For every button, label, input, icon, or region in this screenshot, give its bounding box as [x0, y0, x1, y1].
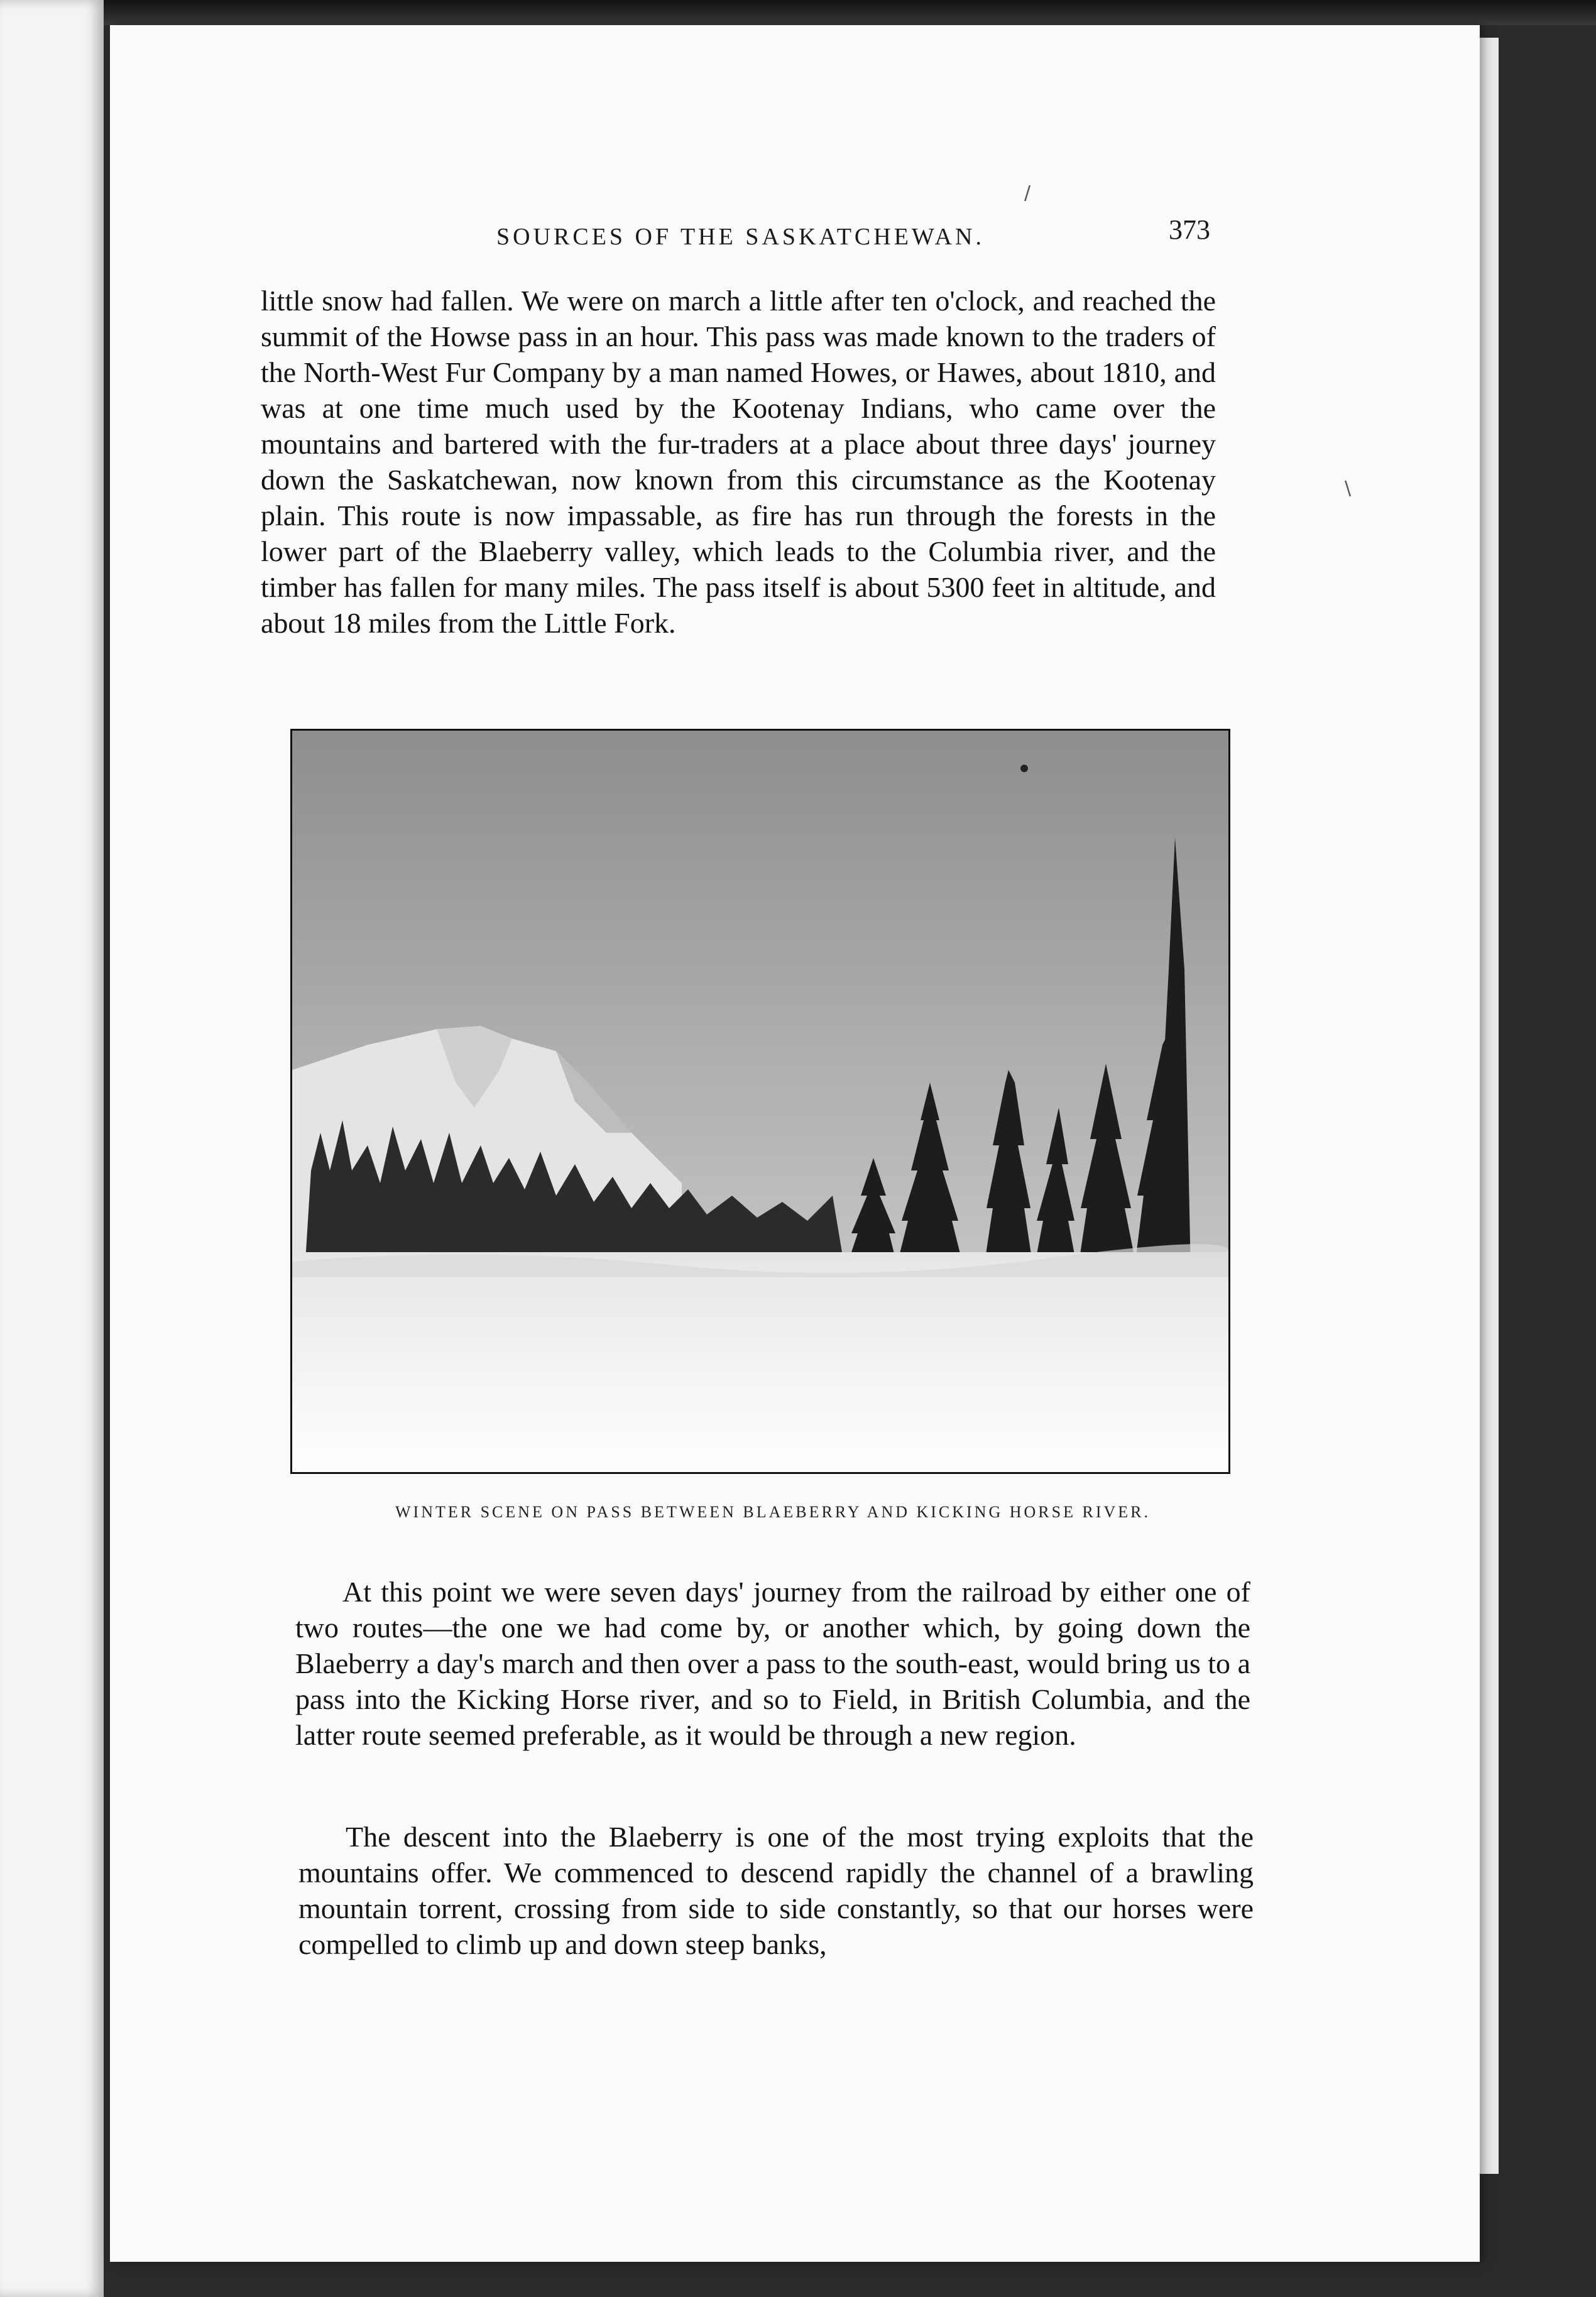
winter-scene-illustration	[292, 731, 1228, 1472]
photo-plate	[290, 729, 1230, 1474]
page-number: 373	[1169, 214, 1210, 245]
pencil-mark: /	[1024, 182, 1031, 204]
paragraph-3: The descent into the Blaeberry is one of the most trying exploits that the mountains offer. We commenced to descend rapidly the channel of a brawling mountain torrent, crossing from side to side constantly, so that our horses were compelled to climb up and down steep banks,	[298, 1821, 1254, 1960]
running-head: SOURCES OF THE SASKATCHEWAN.	[496, 224, 985, 250]
plate-caption: WINTER SCENE ON PASS BETWEEN BLAEBERRY AND KICKING HORSE RIVER.	[395, 1503, 1151, 1521]
bird-speck	[1020, 765, 1028, 772]
paragraph-2: At this point we were seven days' journey from the railroad by either one of two routes—the one we had come by, or another which, by going down the Blaeberry a day's march and then over a pass to the south-east, would bring us to a pass into the Kicking Horse river, and so to Field, in British Columbia, and the latter route seemed preferable, as it would be through a new region.	[295, 1576, 1250, 1751]
paragraph-1: little snow had fallen. We were on march a little after ten o'clock, and reached the summit of the Howse pass in an hour. This pass was made known to the traders of the North-West Fur Company by a man named Howes, or Hawes, about 1810, and was at one time much used by the Kootenay Indians, who came over the mountains and bartered with the fur-traders at a place about three days' journey down the Saskatchewan, now known from this circumstance as the Kootenay plain. This route is now impassable, as fire has run through the forests in the lower part of the Blaeberry valley, which leads to the Columbia river, and the timber has fallen for many miles. The pass itself is about 5300 feet in altitude, and about 18 miles from the Little Fork.	[261, 285, 1216, 639]
pencil-mark: \	[1345, 477, 1352, 499]
snowfield	[292, 1252, 1228, 1472]
facing-page-edge	[0, 0, 104, 2297]
page-stack-edge	[1480, 38, 1499, 2174]
scan-top-edge	[0, 0, 1596, 25]
